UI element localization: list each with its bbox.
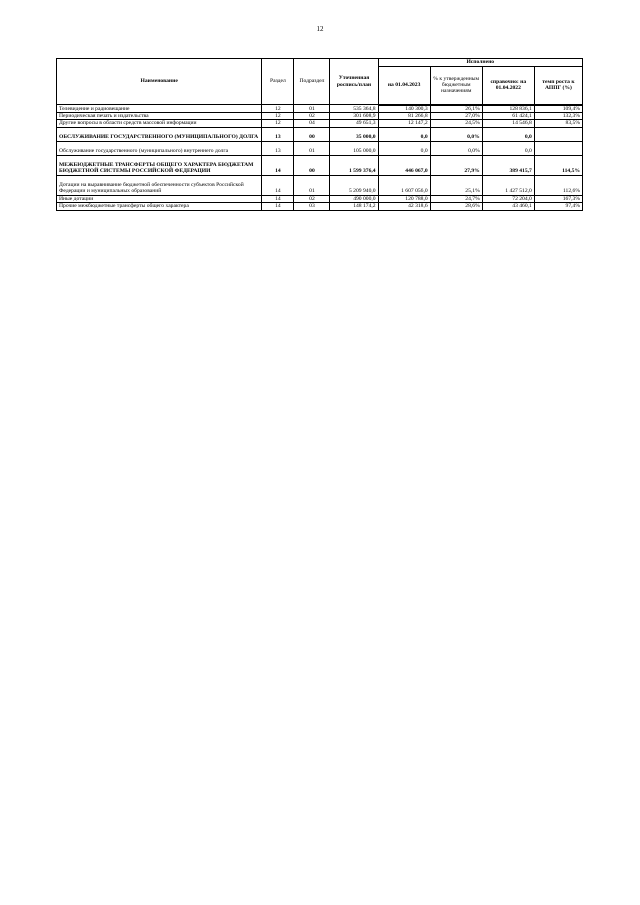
row-percent: 24,7% [430, 195, 482, 202]
row-section: 13 [262, 127, 294, 141]
row-percent: 27,9% [430, 155, 482, 175]
row-previous: 43 460,1 [482, 203, 534, 210]
row-section: 14 [262, 195, 294, 202]
row-name: Иные дотации [57, 195, 262, 202]
row-executed: 140 300,3 [378, 105, 430, 113]
row-subsection: 02 [294, 195, 330, 202]
row-plan: 105 000,0 [330, 141, 378, 155]
row-name: ОБСЛУЖИВАНИЕ ГОСУДАРСТВЕННОГО (МУНИЦИПАЛЬНОГО) ДОЛГА [57, 127, 262, 141]
table-row [57, 203, 583, 210]
row-previous: 61 424,1 [482, 112, 534, 119]
row-plan: 5 209 940,0 [330, 175, 378, 195]
header-section: Раздел [262, 59, 294, 105]
header-percent: % к утвержденным бюджетным назначениям [430, 67, 482, 105]
row-name: Обслуживание государственного (муниципального) внутреннего долга [57, 141, 262, 155]
row-subsection: 01 [294, 105, 330, 113]
header-subsection: Подраздел [294, 59, 330, 105]
row-plan: 148 174,2 [330, 203, 378, 210]
row-subsection: 04 [294, 120, 330, 127]
row-executed: 0,0 [378, 141, 430, 155]
row-rate: 109,4% [534, 105, 582, 113]
row-percent: 0,0% [430, 127, 482, 141]
row-section: 12 [262, 112, 294, 119]
row-plan: 535 364,8 [330, 105, 378, 113]
row-executed: 120 788,0 [378, 195, 430, 202]
row-previous: 14 546,8 [482, 120, 534, 127]
row-subsection: 00 [294, 127, 330, 141]
header-previous: справочно: на 01.04.2022 [482, 67, 534, 105]
row-previous: 389 415,7 [482, 155, 534, 175]
row-name: Телевидение и радиовещание [57, 105, 262, 113]
table-row [57, 141, 583, 155]
row-rate: 83,5% [534, 120, 582, 127]
row-plan: 301 608,9 [330, 112, 378, 119]
table-row [57, 112, 583, 119]
header-plan: Уточненная роспись/план [330, 59, 378, 105]
row-rate [534, 127, 582, 141]
table-row [57, 105, 583, 113]
row-subsection: 00 [294, 155, 330, 175]
row-plan: 1 599 376,4 [330, 155, 378, 175]
row-previous: 0,0 [482, 141, 534, 155]
row-name: Периодическая печать и издательства [57, 112, 262, 119]
row-section: 12 [262, 105, 294, 113]
table-row [57, 155, 583, 175]
row-rate: 132,3% [534, 112, 582, 119]
row-rate: 112,6% [534, 175, 582, 195]
row-previous: 72 204,0 [482, 195, 534, 202]
row-subsection: 01 [294, 141, 330, 155]
row-previous: 0,0 [482, 127, 534, 141]
row-percent: 0,0% [430, 141, 482, 155]
row-executed: 446 067,0 [378, 155, 430, 175]
row-previous: 128 836,1 [482, 105, 534, 113]
header-executed-group: Исполнено [378, 59, 582, 67]
budget-execution-table [56, 58, 583, 211]
row-subsection: 02 [294, 112, 330, 119]
row-percent: 24,5% [430, 120, 482, 127]
row-name: МЕЖБЮДЖЕТНЫЕ ТРАНСФЕРТЫ ОБЩЕГО ХАРАКТЕРА БЮДЖЕТАМ БЮДЖЕТНОЙ СИСТЕМЫ РОССИЙСКОЙ ФЕДЕРАЦИИ [57, 155, 262, 175]
table-row [57, 175, 583, 195]
page-number: 12 [316, 25, 324, 33]
row-section: 14 [262, 203, 294, 210]
row-subsection: 03 [294, 203, 330, 210]
header-name: Наименование [57, 59, 262, 105]
row-name: Прочие межбюджетные трансферты общего характера [57, 203, 262, 210]
row-executed: 12 147,2 [378, 120, 430, 127]
row-percent: 28,6% [430, 203, 482, 210]
row-rate [534, 141, 582, 155]
row-rate: 114,5% [534, 155, 582, 175]
row-name: Другие вопросы в области средств массовой информации [57, 120, 262, 127]
row-executed: 42 318,6 [378, 203, 430, 210]
row-executed: 0,0 [378, 127, 430, 141]
row-section: 14 [262, 175, 294, 195]
row-percent: 25,1% [430, 175, 482, 195]
row-percent: 26,1% [430, 105, 482, 113]
table-row [57, 195, 583, 202]
row-rate: 97,4% [534, 203, 582, 210]
row-executed: 81 266,8 [378, 112, 430, 119]
table-row [57, 127, 583, 141]
row-previous: 1 427 512,0 [482, 175, 534, 195]
header-growth-rate: темп роста к АППГ (%) [534, 67, 582, 105]
row-rate: 167,3% [534, 195, 582, 202]
table-row [57, 120, 583, 127]
row-plan: 490 000,0 [330, 195, 378, 202]
row-subsection: 01 [294, 175, 330, 195]
row-section: 12 [262, 120, 294, 127]
row-section: 14 [262, 155, 294, 175]
row-plan: 35 000,0 [330, 127, 378, 141]
header-executed-date: на 01.04.2023 [378, 67, 430, 105]
row-executed: 1 607 056,0 [378, 175, 430, 195]
row-percent: 27,0% [430, 112, 482, 119]
row-section: 13 [262, 141, 294, 155]
row-name: Дотации на выравнивание бюджетной обеспеченности субъектов Российской Федерации и муниципальных образований [57, 175, 262, 195]
row-plan: 49 651,3 [330, 120, 378, 127]
